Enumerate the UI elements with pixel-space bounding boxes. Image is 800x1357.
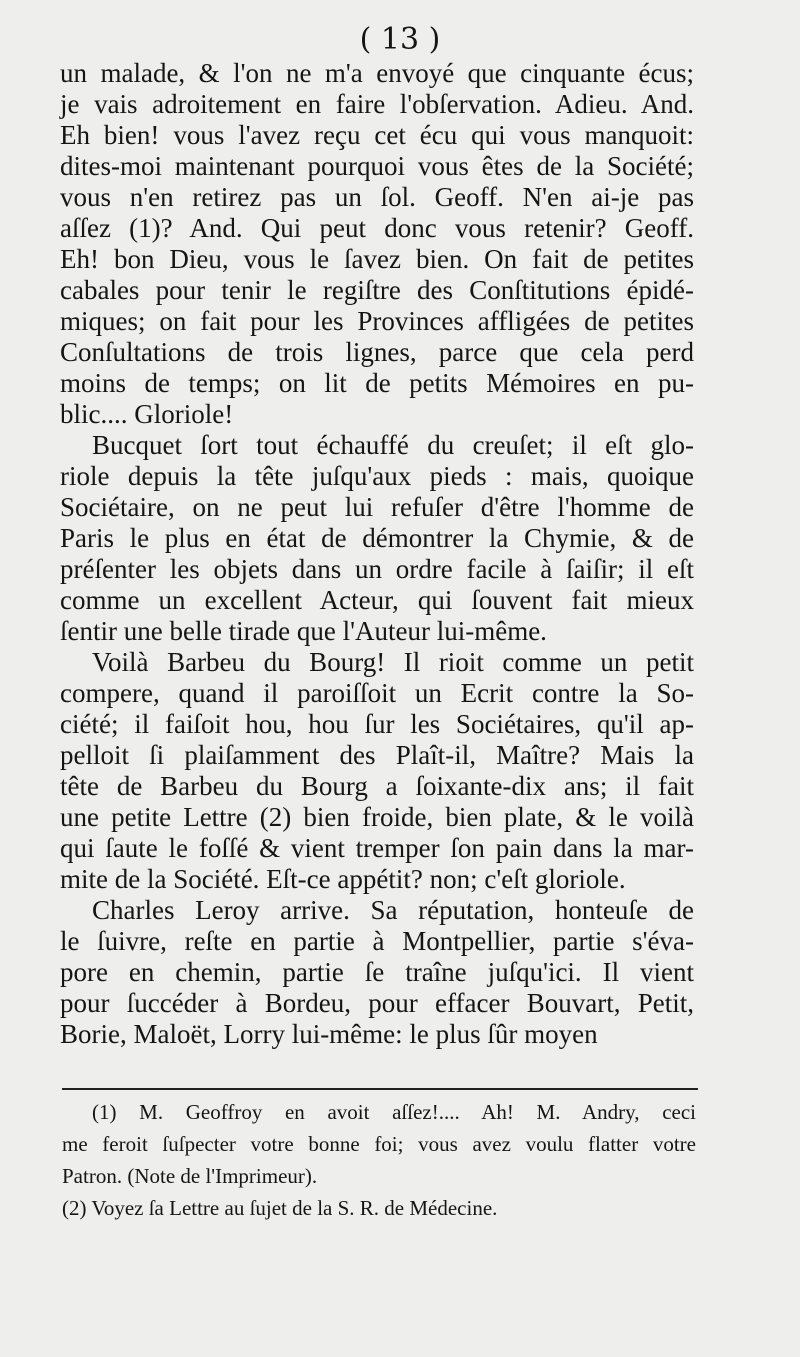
text-line: pelloit ſi plaiſamment des Plaît-il, Maître? Mais la — [60, 740, 694, 770]
text-line: le ſuivre, reſte en partie à Montpellier, partie s'éva- — [60, 926, 694, 956]
text-line: vous n'en retirez pas un ſol. Geoff. N'en ai-je pas — [60, 182, 694, 212]
text-line: Conſultations de trois lignes, parce que cela perd — [60, 337, 694, 367]
paragraph — [60, 647, 694, 895]
footnote-line: (2) Voyez ſa Lettre au ſujet de la S. R. de Médecine. — [62, 1196, 498, 1220]
text-line: cabales pour tenir le regiſtre des Conſtitutions épidé- — [60, 275, 694, 305]
text-line: comme un excellent Acteur, qui ſouvent fait mieux — [60, 585, 694, 615]
text-line: ciété; il faiſoit hou, hou ſur les Sociétaires, qu'il ap- — [60, 709, 694, 739]
text-line: compere, quand il paroiſſoit un Ecrit contre la So- — [60, 678, 694, 708]
text-line: qui ſaute le foſſé & vient tremper ſon pain dans la mar- — [60, 833, 694, 863]
text-line: tête de Barbeu du Bourg a ſoixante-dix ans; il fait — [60, 771, 694, 801]
footnote — [62, 1192, 696, 1224]
page-number: ( 13 ) — [359, 22, 441, 57]
text-line: pour ſuccéder à Bordeu, pour effacer Bouvart, Petit, — [60, 988, 694, 1018]
footnote — [62, 1096, 696, 1192]
text-line: Sociétaire, on ne peut lui refuſer d'être l'homme de — [60, 492, 694, 522]
paragraph — [60, 58, 694, 430]
text-line: Eh! bon Dieu, vous le ſavez bien. On fait de petites — [60, 244, 694, 274]
text-line: riole depuis la tête juſqu'aux pieds : mais, quoique — [60, 461, 694, 491]
paragraph — [60, 895, 694, 1050]
footnote-line: me feroit ſuſpecter votre bonne foi; vous avez voulu flatter votre — [62, 1132, 696, 1156]
text-line: mite de la Société. Eſt-ce appétit? non; c'eſt gloriole. — [60, 864, 626, 894]
text-line: pore en chemin, partie ſe traîne juſqu'ici. Il vient — [60, 957, 694, 987]
footnote-divider — [62, 1088, 698, 1090]
footnote-line: (1) M. Geoffroy en avoit aſſez!.... Ah! M. Andry, ceci — [92, 1100, 696, 1124]
main-text — [60, 58, 694, 1050]
text-line: aſſez (1)? And. Qui peut donc vous retenir? Geoff. — [60, 213, 694, 243]
paragraph — [60, 430, 694, 647]
text-line: dites-moi maintenant pourquoi vous êtes de la Société; — [60, 151, 694, 181]
text-line: Eh bien! vous l'avez reçu cet écu qui vous manquoit: — [60, 120, 694, 150]
text-line: une petite Lettre (2) bien froide, bien plate, & le voilà — [60, 802, 694, 832]
footnotes — [62, 1096, 696, 1224]
text-line: Bucquet ſort tout échauffé du creuſet; il eſt glo- — [92, 430, 694, 460]
text-line: préſenter les objets dans un ordre facile à ſaiſir; il eſt — [60, 554, 694, 584]
text-line: Charles Leroy arrive. Sa réputation, honteuſe de — [92, 895, 694, 925]
text-line: Paris le plus en état de démontrer la Chymie, & de — [60, 523, 694, 553]
text-line: moins de temps; on lit de petits Mémoires en pu- — [60, 368, 694, 398]
text-line: miques; on fait pour les Provinces affligées de petites — [60, 306, 694, 336]
footnote-line: Patron. (Note de l'Imprimeur). — [62, 1164, 318, 1188]
text-line: un malade, & l'on ne m'a envoyé que cinquante écus; — [60, 58, 694, 88]
text-line: Borie, Maloët, Lorry lui-même: le plus ſûr moyen — [60, 1019, 598, 1049]
text-line: je vais adroitement en faire l'obſervation. Adieu. And. — [60, 89, 694, 119]
text-line: blic.... Gloriole! — [60, 399, 234, 429]
text-line: ſentir une belle tirade que l'Auteur lui-même. — [60, 616, 547, 646]
text-line: Voilà Barbeu du Bourg! Il rioit comme un petit — [92, 647, 694, 677]
